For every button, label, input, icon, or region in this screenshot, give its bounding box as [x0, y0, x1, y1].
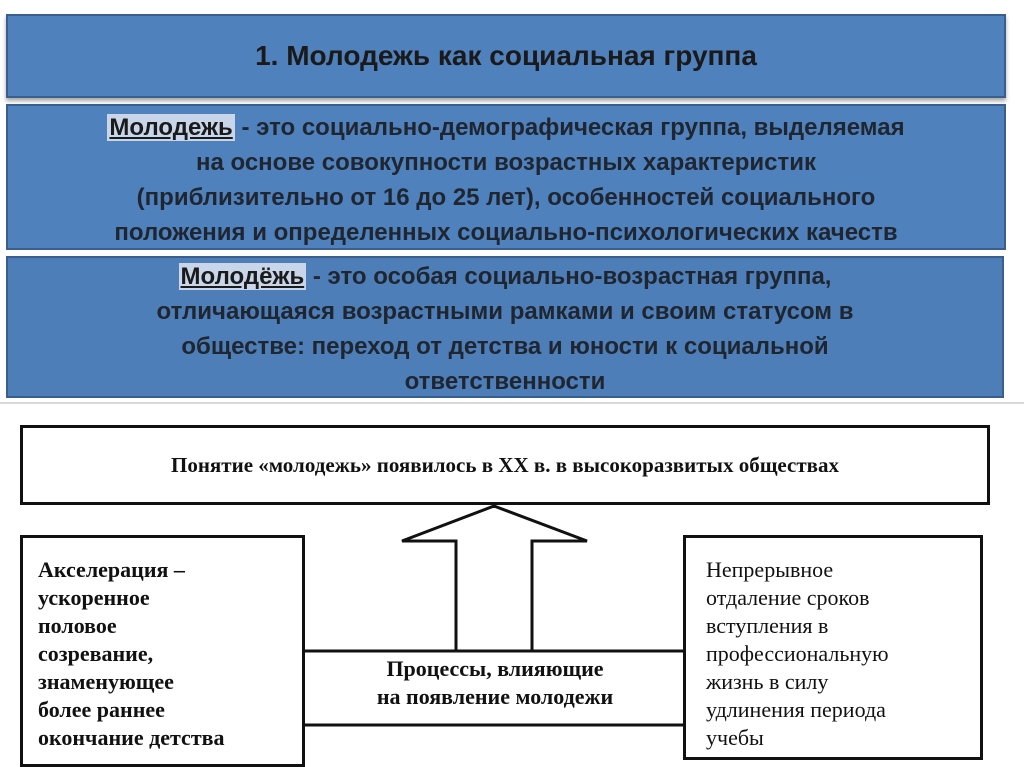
definition-2-line-4: ответственности [404, 368, 606, 395]
left-box-line: окончание детства [38, 725, 225, 750]
definition-2-line-3: обществе: переход от детства и юности к социальной [181, 333, 829, 360]
right-box-line: отдаление сроков [706, 585, 870, 610]
right-box-line: жизнь в силу [706, 669, 829, 694]
definition-1-line-3: (приблизительно от 16 до 25 лет), особенностей социального [136, 184, 876, 211]
definition-2-term: Молодёжь [180, 263, 305, 290]
left-box-line: более раннее [38, 697, 165, 722]
right-box-line: вступления в [706, 613, 829, 638]
left-box-line: половое [38, 613, 117, 638]
diagram-right-box [683, 535, 983, 760]
diagram-left-box [20, 535, 305, 767]
definition-2-line-2: отличающаяся возрастными рамками и своим статусом в [156, 298, 854, 325]
definition-1-line-2: на основе совокупности возрастных характеристик [195, 149, 817, 176]
right-box-line: учебы [706, 725, 764, 750]
diagram-center-label [310, 655, 680, 725]
diagram-top-box [20, 425, 990, 505]
up-arrow-icon [402, 506, 587, 651]
right-box-line: профессиональную [706, 641, 889, 666]
center-label-line-2: на появление молодежи [376, 684, 614, 709]
left-box-line: знаменующее [38, 669, 174, 694]
definition-1-term: Молодежь [109, 114, 233, 141]
definition-2-line-1: Молодёжь - это особая социально-возрастная группа, [180, 263, 832, 290]
diagram-top-text: Понятие «молодежь» появилось в XX в. в высокоразвитых обществах [171, 452, 839, 477]
left-box-line: созревание, [38, 641, 154, 666]
page-title-text: 1. Молодежь как социальная группа [255, 40, 757, 71]
left-box-line: ускоренное [38, 585, 150, 610]
center-label-line-1: Процессы, влияющие [386, 656, 604, 681]
definition-1-line-1: Молодежь - это социально-демографическая группа, выделяемая [109, 114, 905, 141]
right-box-line: удлинения периода [706, 697, 886, 722]
left-box-line: Акселерация – [38, 557, 185, 582]
right-box-line: Непрерывное [706, 557, 834, 582]
definition-1-line-4: положения и определенных социально-психологических качеств [114, 219, 898, 246]
